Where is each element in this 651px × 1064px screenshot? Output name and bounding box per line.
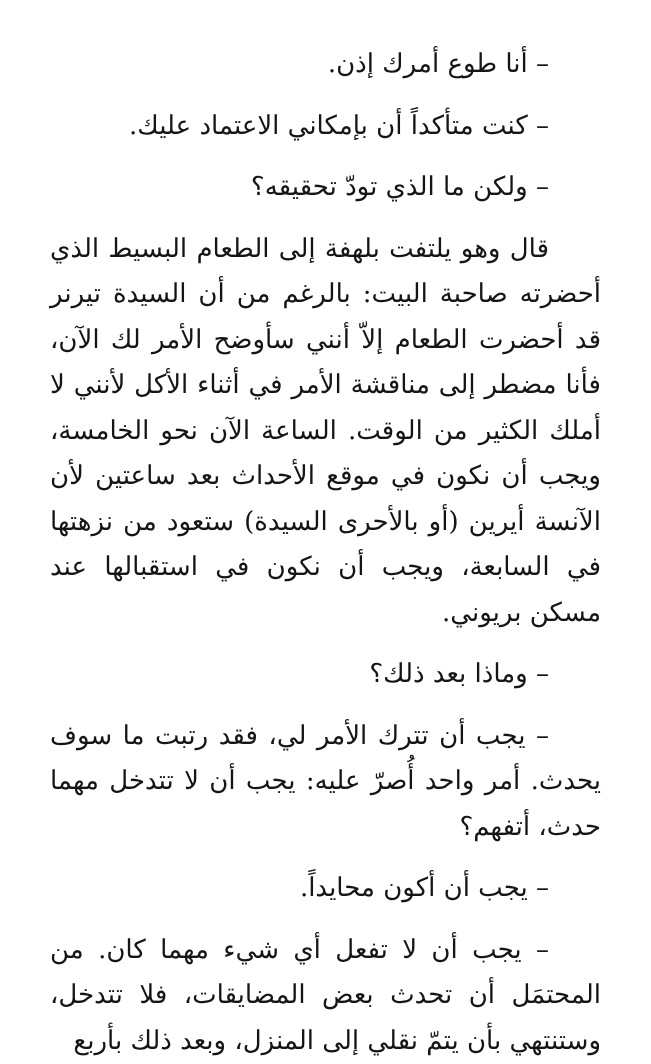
narration-paragraph: قال وهو يلتفت بلهفة إلى الطعام البسيط الذي أحضرته صاحبة البيت: بالرغم من أن السيدة تيرنر قد أحضرت الطعام إلاّ أنني سأوضح الأمر لك الآن، فأنا مضطر إلى مناقشة الأمر في أثناء الأكل لأنني لا أملك الكثير من الوقت. الساعة الآن نحو الخامسة، ويجب أن نكون في موقع الأحداث بعد ساعتين لأن الآنسة أيرين (أو بالأحرى السيدة) ستعود من نزهتها في السابعة، ويجب أن نكون في استقبالها عند مسكن بريوني. — [50, 227, 601, 637]
dialogue-line: – ولكن ما الذي تودّ تحقيقه؟ — [50, 165, 601, 211]
dialogue-line: – كنت متأكداً أن بإمكاني الاعتماد عليك. — [50, 104, 601, 150]
dialogue-paragraph: – يجب أن تترك الأمر لي، فقد رتبت ما سوف يحدث. أمر واحد أُصرّ عليه: يجب أن لا تتدخل مهما حدث، أتفهم؟ — [50, 714, 601, 851]
dialogue-line: – أنا طوع أمرك إذن. — [50, 42, 601, 88]
dialogue-paragraph: – يجب أن لا تفعل أي شيء مهما كان. من المحتمَل أن تحدث بعض المضايقات، فلا تتدخل، وستنتهي بأن يتمّ نقلي إلى المنزل، وبعد ذلك بأربع — [50, 928, 601, 1064]
dialogue-line: – يجب أن أكون محايداً. — [50, 866, 601, 912]
dialogue-line: – وماذا بعد ذلك؟ — [50, 652, 601, 698]
